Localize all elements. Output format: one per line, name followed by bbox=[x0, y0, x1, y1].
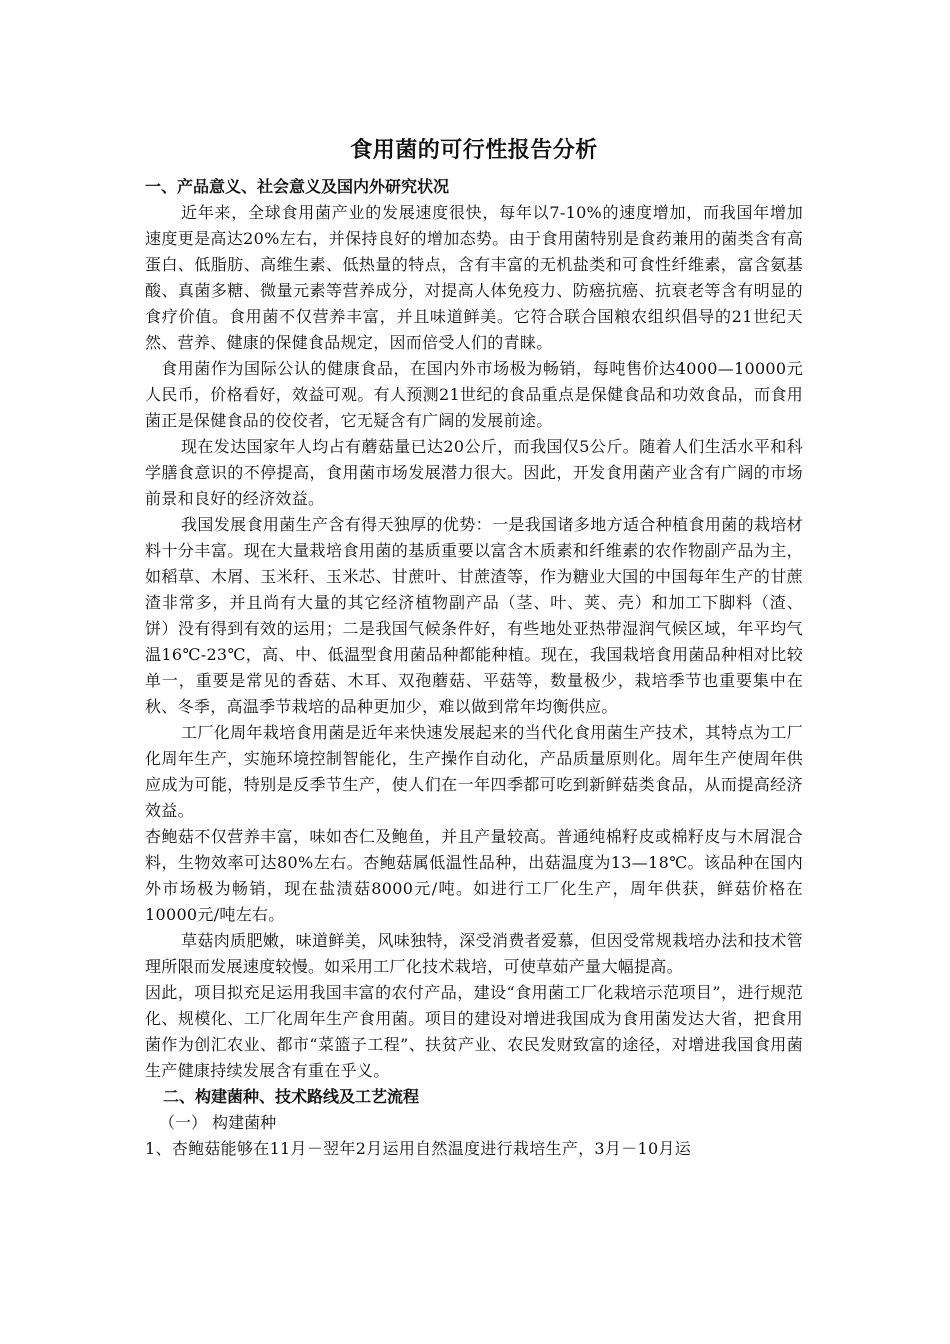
document-title: 食用菌的可行性报告分析 bbox=[350, 138, 598, 163]
paragraph-9: 1、杏鲍菇能够在11月－翌年2月运用自然温度进行栽培生产，3月－10月运 bbox=[145, 1139, 692, 1158]
subsection-heading: （一） 构建菌种 bbox=[159, 1113, 277, 1132]
section-heading-1: 一、产品意义、社会意义及国内外研究状况 bbox=[145, 177, 450, 196]
paragraph-3: 现在发达国家年人均占有蘑菇量已达20公斤，而我国仅5公斤。随着人们生活水平和科学膳食意识的不停提高，食用菌市场发展潜力很大。因此，开发食用菌产业含有广阔的市场前景和良好的经济效益。 bbox=[145, 437, 803, 508]
paragraph-6: 杏鲍菇不仅营养丰富，味如杏仁及鲍鱼，并且产量较高。普通纯棉籽皮或棉籽皮与木屑混合料，生物效率可达80%左右。杏鲍菇属低温性品种，出菇温度为13—18℃。该品种在国内外市场极为畅销，现在盐渍菇8000元/吨。如进行工厂化生产，周年供获，鲜菇价格在10000元/吨左右。 bbox=[145, 827, 803, 924]
document-body bbox=[145, 134, 803, 1162]
paragraph-1: 近年来，全球食用菌产业的发展速度很快，每年以7-10%的速度增加，而我国年增加速度更是高达20%左右，并保持良好的增加态势。由于食用菌特别是食药兼用的菌类含有高蛋白、低脂肪、高维生素、低热量的特点，含有丰富的无机盐类和可食性纤维素，富含氨基酸、真菌多糖、微量元素等营养成分，对提高人体免疫力、防癌抗癌、抗衰老等含有明显的食疗价值。食用菌不仅营养丰富，并且味道鲜美。它符合联合国粮农组织倡导的21世纪天然、营养、健康的保健食品规定，因而倍受人们的青睐。 bbox=[145, 203, 803, 352]
paragraph-5: 工厂化周年栽培食用菌是近年来快速发展起来的当代化食用菌生产技术，其特点为工厂化周年生产，实施环境控制智能化，生产操作自动化，产品质量原则化。周年生产使周年供应成为可能，特别是反季节生产，使人们在一年四季都可吃到新鲜菇类食品，从而提高经济效益。 bbox=[145, 723, 803, 820]
section-heading-2: 二、构建菌种、技术路线及工艺流程 bbox=[163, 1087, 420, 1106]
paragraph-4: 我国发展食用菌生产含有得天独厚的优势：一是我国诸多地方适合种植食用菌的栽培材料十分丰富。现在大量栽培食用菌的基质重要以富含木质素和纤维素的农作物副产品为主，如稻草、木屑、玉米秆、玉米芯、甘蔗叶、甘蔗渣等，作为糖业大国的中国每年生产的甘蔗渣非常多，并且尚有大量的其它经济植物副产品（茎、叶、荚、壳）和加工下脚料（渣、饼）没有得到有效的运用；二是我国气候条件好，有些地处亚热带湿润气候区域，年平均气温16℃-23℃，高、中、低温型食用菌品种都能种植。现在，我国栽培食用菌品种相对比较单一，重要是常见的香菇、木耳、双孢蘑菇、平菇等，数量极少，栽培季节也重要集中在秋、冬季，高温季节栽培的品种更加少，难以做到常年均衡供应。 bbox=[145, 515, 803, 716]
paragraph-8: 因此，项目拟充足运用我国丰富的农付产品，建设“食用菌工厂化栽培示范项目”，进行规范化、规模化、工厂化周年生产食用菌。项目的建设对增进我国成为食用菌发达大省，把食用菌作为创汇农业、都市“菜篮子工程”、扶贫产业、农民发财致富的途径，对增进我国食用菌生产健康持续发展含有重在乎义。 bbox=[145, 983, 803, 1080]
paragraph-7: 草菇肉质肥嫩，味道鲜美，风味独特，深受消费者爱慕，但因受常规栽培办法和技术管理所限而发展速度较慢。如采用工厂化技术栽培，可使草茹产量大幅提高。 bbox=[145, 931, 803, 976]
paragraph-2: 食用菌作为国际公认的健康食品，在国内外市场极为畅销，每吨售价达4000—10000元人民币，价格看好，效益可观。有人预测21世纪的食品重点是保健食品和功效食品，而食用菌正是保健食品的佼佼者，它无疑含有广阔的发展前途。 bbox=[145, 359, 803, 430]
